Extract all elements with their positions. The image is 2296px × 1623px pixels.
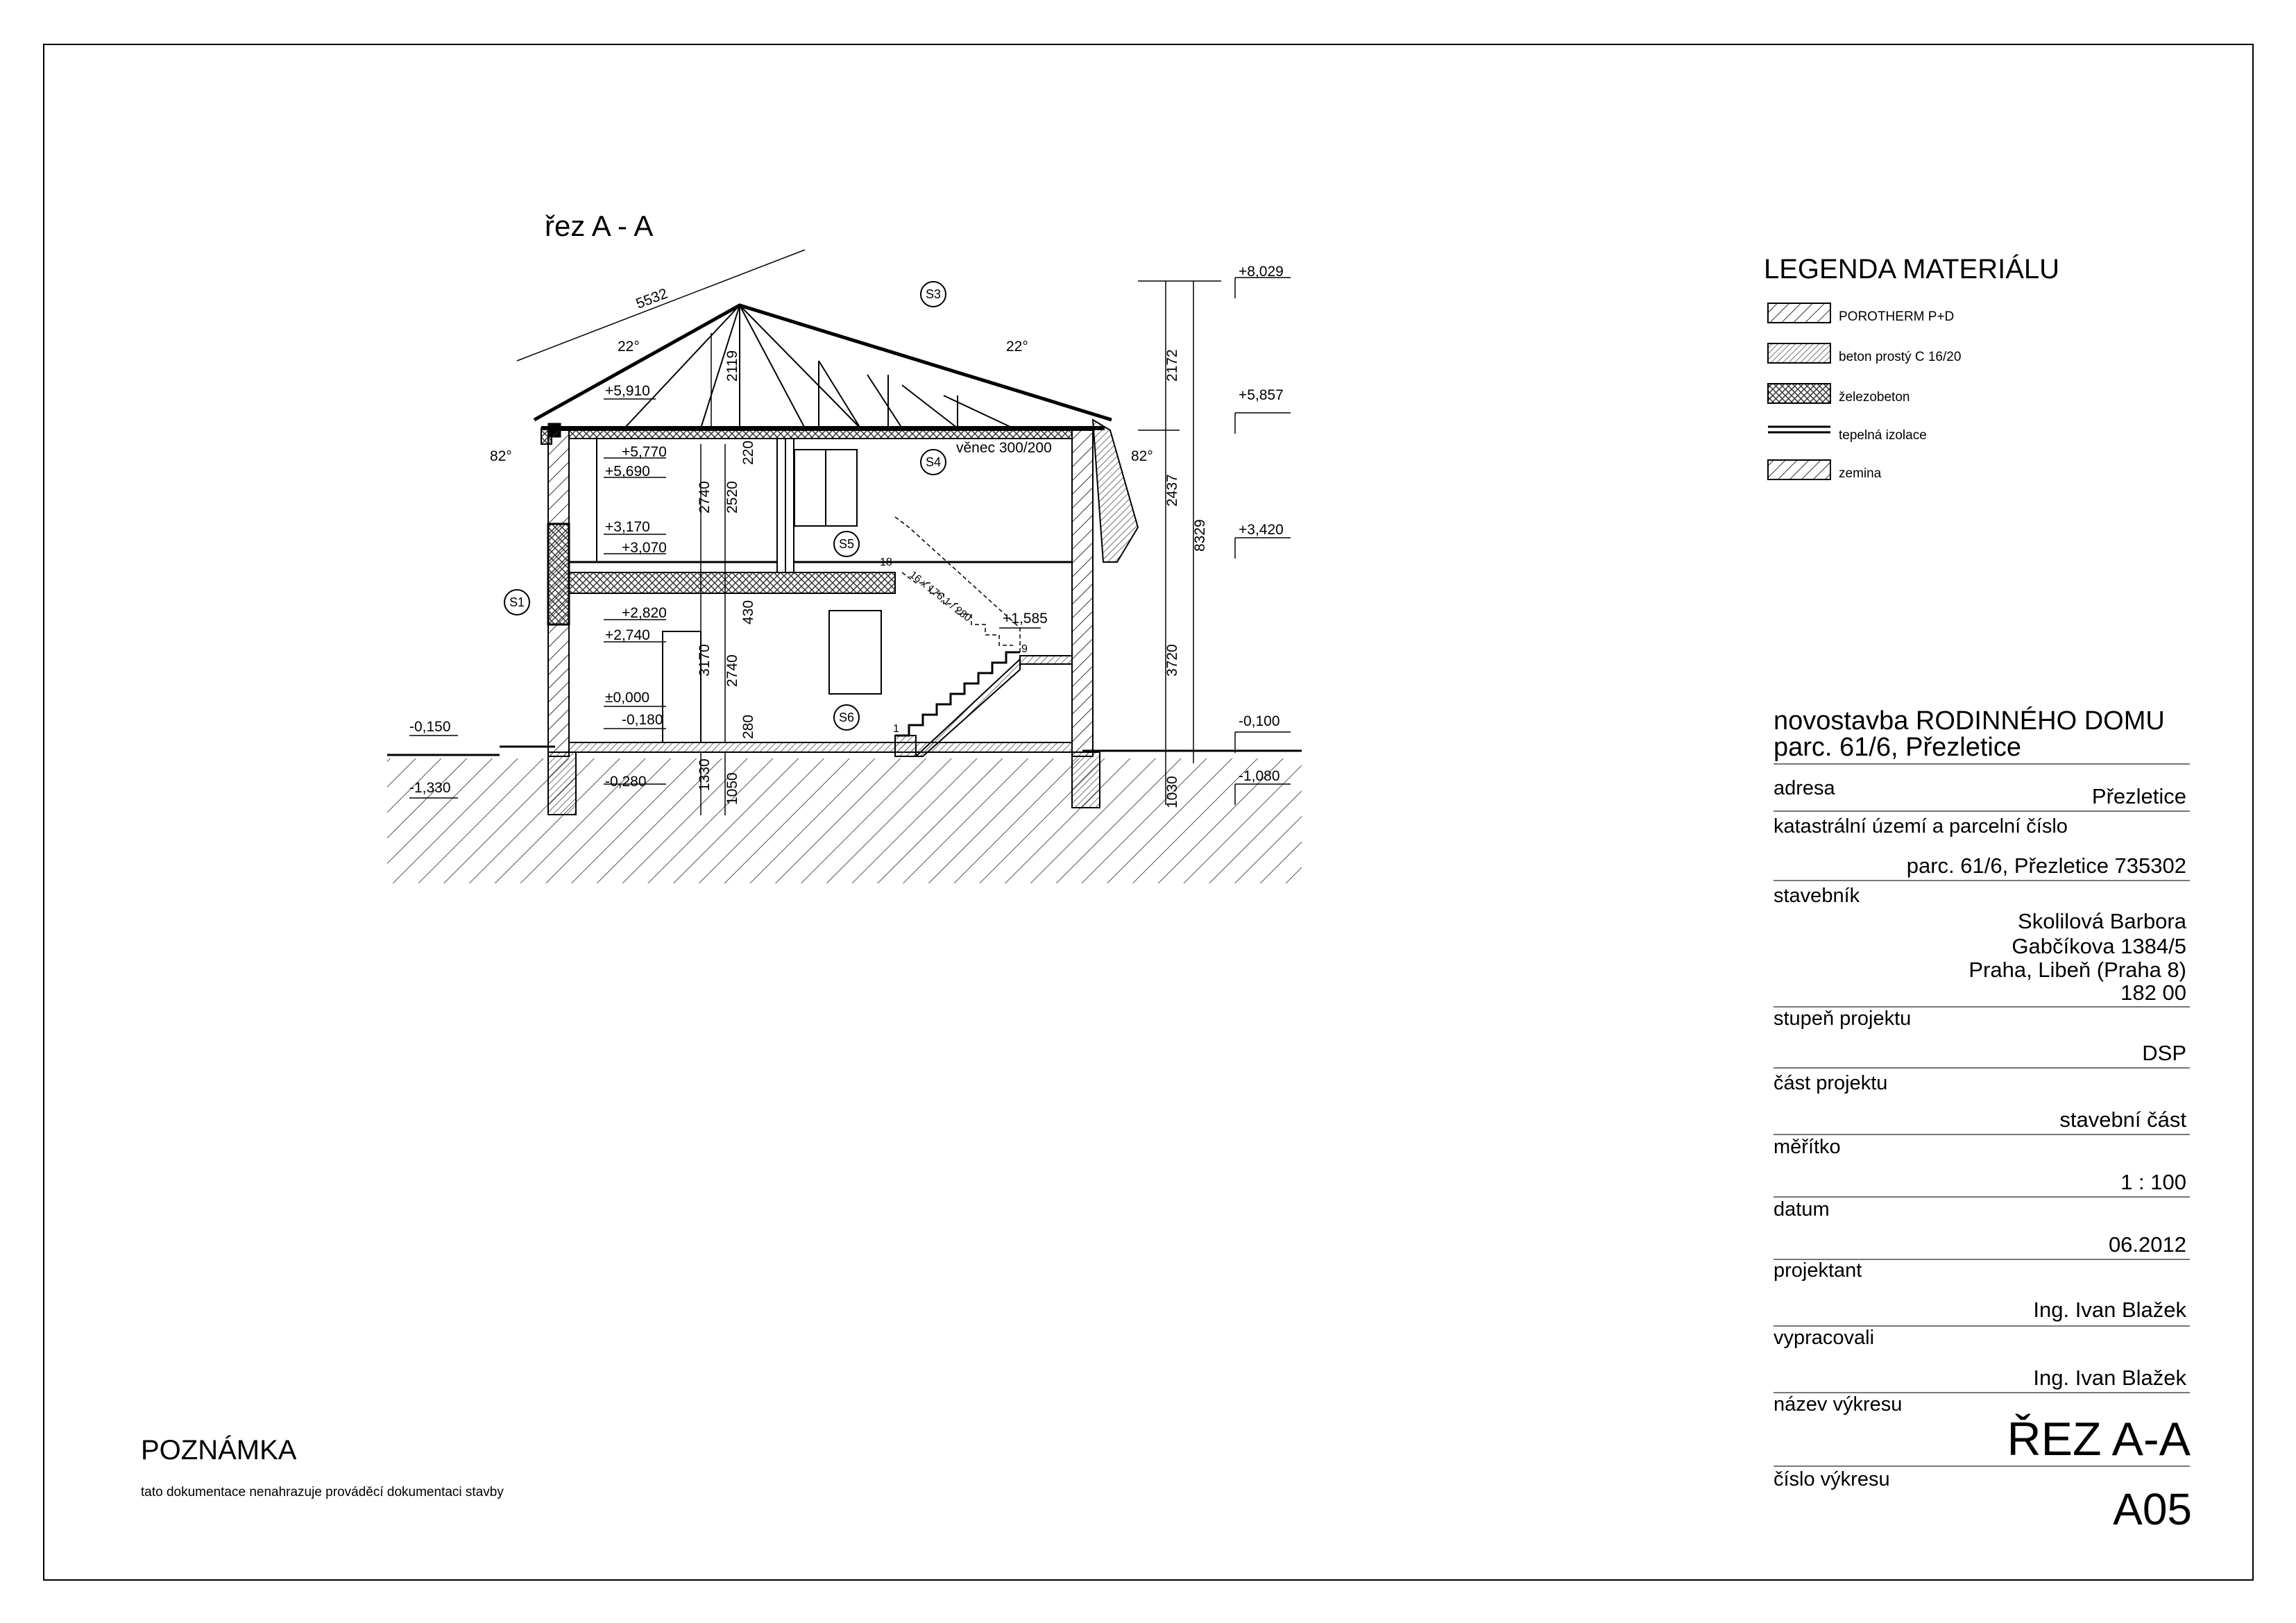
marker-s1-label: S1 bbox=[509, 595, 525, 609]
note-text: tato dokumentace nenahrazuje prováděcí dokumentaci stavby bbox=[141, 1485, 504, 1499]
date-value: 06.2012 bbox=[2108, 1232, 2186, 1257]
legend-title: LEGENDA MATERIÁLU bbox=[1764, 254, 2060, 284]
legend-swatch-zemina bbox=[1768, 460, 1830, 479]
ground-soil bbox=[387, 747, 1302, 883]
dim-3720: 3720 bbox=[1164, 644, 1180, 677]
investor-city: Praha, Libeň (Praha 8) bbox=[1968, 958, 2186, 982]
legend-item-label: POROTHERM P+D bbox=[1839, 309, 1955, 324]
dim-2740-lower: 2740 bbox=[724, 654, 740, 687]
angle-roof-left: 22° bbox=[618, 339, 640, 355]
level-foundation-low: -0,280 bbox=[605, 774, 647, 790]
dim-rafter: 5532 bbox=[633, 285, 670, 312]
investor-street: Gabčíkova 1384/5 bbox=[2012, 934, 2186, 958]
level-zero: ±0,000 bbox=[605, 690, 650, 706]
legend-swatch-beton bbox=[1768, 343, 1830, 363]
marker-s4-label: S4 bbox=[925, 455, 942, 469]
title-block-rule bbox=[1774, 1196, 2190, 1198]
project-name: novostavba RODINNÉHO DOMU bbox=[1774, 706, 2165, 736]
note-title: POZNÁMKA bbox=[141, 1435, 297, 1465]
annotation-step-1: 1 bbox=[893, 723, 899, 735]
annotation-venec: věnec 300/200 bbox=[956, 440, 1052, 456]
date-label: datum bbox=[1774, 1198, 1830, 1221]
stage-label: stupeň projektu bbox=[1774, 1008, 1912, 1030]
section-title: řez A - A bbox=[545, 210, 654, 242]
dim-3170: 3170 bbox=[697, 644, 713, 677]
dim-8329: 8329 bbox=[1192, 519, 1208, 552]
dim-1050: 1050 bbox=[724, 772, 740, 805]
designer-label: projektant bbox=[1774, 1259, 1862, 1282]
drawing-name-value: ŘEZ A-A bbox=[2007, 1413, 2191, 1465]
level-landing: +1,585 bbox=[1003, 611, 1048, 627]
level-footing-right: -1,080 bbox=[1239, 768, 1280, 784]
title-block-rule bbox=[1774, 763, 2190, 765]
drawing-number-label: číslo výkresu bbox=[1774, 1468, 1890, 1490]
angle-mansard-right: 82° bbox=[1131, 448, 1153, 464]
dim-2520: 2520 bbox=[724, 481, 740, 513]
dim-220: 220 bbox=[740, 440, 756, 465]
legend-item-label: beton prostý C 16/20 bbox=[1839, 350, 1962, 364]
stage-value: DSP bbox=[2142, 1041, 2186, 1065]
part-label: část projektu bbox=[1774, 1072, 1888, 1094]
dim-2437: 2437 bbox=[1164, 474, 1180, 507]
level-top: +8,029 bbox=[1239, 264, 1284, 280]
dim-roof-height: 2119 bbox=[724, 350, 740, 382]
level-ceil1-2: +2,740 bbox=[605, 627, 650, 643]
project-parcel: parc. 61/6, Přezletice bbox=[1774, 733, 2021, 762]
legend-item-label: tepelná izolace bbox=[1839, 428, 1927, 443]
cadastre-value: parc. 61/6, Přezletice 735302 bbox=[1906, 853, 2186, 878]
level-floor2-1: +3,170 bbox=[605, 519, 650, 535]
dim-2740-upper: 2740 bbox=[697, 481, 713, 513]
cadastre-label: katastrální území a parcelní číslo bbox=[1774, 815, 2068, 838]
address-label: adresa bbox=[1774, 777, 1835, 799]
level-ceiling-2: +5,690 bbox=[605, 464, 650, 479]
scale-label: měřítko bbox=[1774, 1136, 1841, 1158]
investor-zip: 182 00 bbox=[2120, 980, 2186, 1005]
title-block-rule bbox=[1774, 810, 2190, 812]
designer-value: Ing. Ivan Blažek bbox=[2033, 1298, 2186, 1322]
title-block-rule bbox=[1774, 1134, 2190, 1135]
legend-item-label: zemina bbox=[1839, 466, 1882, 481]
prepared-value: Ing. Ivan Blažek bbox=[2033, 1366, 2186, 1390]
part-value: stavební část bbox=[2059, 1107, 2186, 1132]
level-terrain-left: -0,150 bbox=[409, 719, 451, 735]
level-terrain-right: -0,100 bbox=[1239, 713, 1280, 729]
legend-swatch-porotherm bbox=[1768, 303, 1830, 323]
dim-280: 280 bbox=[740, 714, 756, 739]
level-eave: +5,857 bbox=[1239, 387, 1284, 403]
level-floor-low: -0,180 bbox=[622, 712, 663, 728]
angle-mansard-left: 82° bbox=[490, 448, 512, 464]
address-value: Přezletice bbox=[2091, 784, 2186, 808]
dim-2172: 2172 bbox=[1164, 349, 1180, 382]
level-ceiling-1: +5,770 bbox=[622, 444, 667, 460]
investor-name: Skolilová Barbora bbox=[2018, 909, 2186, 933]
prepared-label: vypracovali bbox=[1774, 1327, 1875, 1349]
marker-s6-label: S6 bbox=[838, 711, 855, 724]
annotation-step-top: 18 bbox=[880, 556, 892, 568]
investor-label: stavebník bbox=[1774, 885, 1860, 907]
angle-roof-right: 22° bbox=[1006, 339, 1028, 355]
level-first-floor: +3,420 bbox=[1239, 522, 1284, 538]
legend-item-label: železobeton bbox=[1839, 390, 1910, 405]
level-ceiling-top: +5,910 bbox=[605, 383, 650, 399]
legend-swatch-zelezobeton bbox=[1768, 384, 1830, 403]
dim-1330: 1330 bbox=[697, 758, 713, 791]
drawing-name-label: název výkresu bbox=[1774, 1393, 1903, 1416]
scale-value: 1 : 100 bbox=[2120, 1170, 2186, 1194]
level-floor2-2: +3,070 bbox=[622, 540, 667, 556]
dim-1030: 1030 bbox=[1164, 776, 1180, 808]
dim-430: 430 bbox=[740, 600, 756, 624]
annotation-step-9: 9 bbox=[1021, 643, 1028, 655]
title-block-rule bbox=[1774, 880, 2190, 881]
level-footing-left: -1,330 bbox=[409, 780, 451, 796]
marker-s3-label: S3 bbox=[925, 287, 942, 301]
title-block-rule bbox=[1774, 1067, 2190, 1069]
drawing-number-value: A05 bbox=[2113, 1484, 2192, 1534]
marker-s5-label: S5 bbox=[838, 537, 855, 551]
legend-swatches bbox=[1767, 302, 1833, 489]
annotation-stair: 16 x 176,1 / 280 bbox=[907, 568, 973, 624]
title-block-rule bbox=[1774, 1465, 2190, 1467]
level-ceil1-1: +2,820 bbox=[622, 605, 667, 621]
